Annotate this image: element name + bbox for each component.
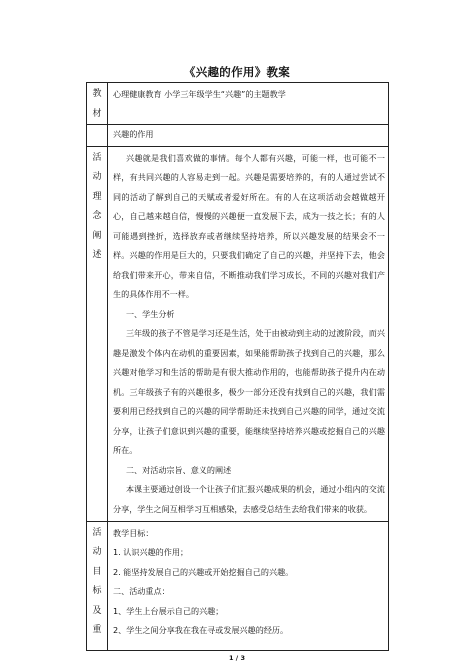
label-char: 及 (92, 605, 102, 616)
row-label-concept (87, 146, 108, 521)
row-label-spacer (87, 125, 108, 147)
goals-heading: 教学目标： (113, 527, 154, 538)
row-label-goals (87, 521, 108, 650)
label-char: 重 (92, 625, 102, 635)
label-char: 标 (92, 586, 102, 596)
label-char: 念 (92, 211, 102, 221)
focus-item: 2、学生之间分享我在我在寻或发展兴趣的经历。 (113, 625, 289, 635)
student-analysis-paragraph: 三年级的孩子不管是学习还是生活，处于由被动到主动的过渡阶段，而兴趣是激发个体内在动机的重要因素，如果能帮助孩子找到自己的兴趣，那么兴趣对他学习和生活的帮助是有很大推动作用的，也能帮助孩子提升内在动机。三年级孩子有的兴趣很多，极少一部分还没有找到自己的兴趣，我们需要利用已经找到自己的兴趣的同学帮助还未找到自己兴趣的同学，通过交流分享，让孩子们意识到兴趣的重要，能继续坚持培养兴趣或挖掘自己的兴趣所在。 (113, 328, 385, 455)
lesson-topic-cell (108, 125, 389, 147)
focus-item: 1、学生上台展示自己的兴趣； (113, 605, 224, 616)
table-row (87, 146, 389, 521)
section-heading: 二、活动重点： (113, 586, 170, 596)
section-heading: 二、对活动宗旨、意义的阐述 (125, 464, 232, 475)
label-char: 活 (92, 152, 102, 163)
label-char: 活 (92, 527, 102, 538)
textbook-subject: 心理健康教育 小学三年级学生“兴趣”的主题教学 (113, 89, 286, 99)
page-number: 1 / 3 (229, 654, 245, 662)
row-label-textbook (87, 83, 108, 125)
concept-cell (108, 146, 389, 521)
label-char: 述 (92, 250, 102, 260)
document-title: 《兴趣的作用》教案 (183, 65, 291, 79)
label-char: 理 (92, 191, 102, 202)
table-row (87, 521, 389, 650)
table-row (87, 125, 389, 147)
label-char: 阐 (92, 230, 102, 241)
section-heading: 一、学生分析 (125, 308, 175, 319)
label-char: 动 (92, 172, 102, 182)
label-char: 材 (92, 108, 102, 119)
goals-cell (108, 521, 389, 650)
goal-item: 1. 认识兴趣的作用； (113, 547, 189, 557)
textbook-cell (108, 83, 389, 125)
concept-paragraph: 兴趣就是我们喜欢做的事情。每个人都有兴趣，可能一样，也可能不一样，有共同兴趣的人容易走到一起。兴趣是需要培养的，有的人通过尝试不同的活动了解到自己的天赋或者爱好所在。有的人在这项活动会越做越开心，自己越来越自信，慢慢的兴趣便一直发展下去，成为一技之长；有的人可能遇到挫折，选择放弃或者继续坚持培养，所以兴趣发展的结果会不一样。兴趣的作用是巨大的，只要我们确定了自己的兴趣，并坚持下去，他会给我们带来开心，带来自信，不断推动我们学习成长，不同的兴趣对我们产生的具体作用不一样。 (113, 152, 385, 299)
goal-item: 2. 能坚持发展自己的兴趣或开始挖掘自己的兴趣。 (113, 566, 294, 577)
purpose-paragraph: 本课主要通过创设一个让孩子们汇报兴趣成果的机会，通过小组内的交流分享，学生之间互相学习互相感染，去感受总结生去给我们带来的收获。 (113, 484, 385, 514)
lesson-topic: 兴趣的作用 (113, 129, 154, 139)
label-char: 动 (92, 547, 102, 557)
label-char: 教 (92, 89, 102, 99)
lesson-plan-table (86, 82, 389, 651)
table-row (87, 83, 389, 125)
label-char: 目 (92, 566, 102, 577)
